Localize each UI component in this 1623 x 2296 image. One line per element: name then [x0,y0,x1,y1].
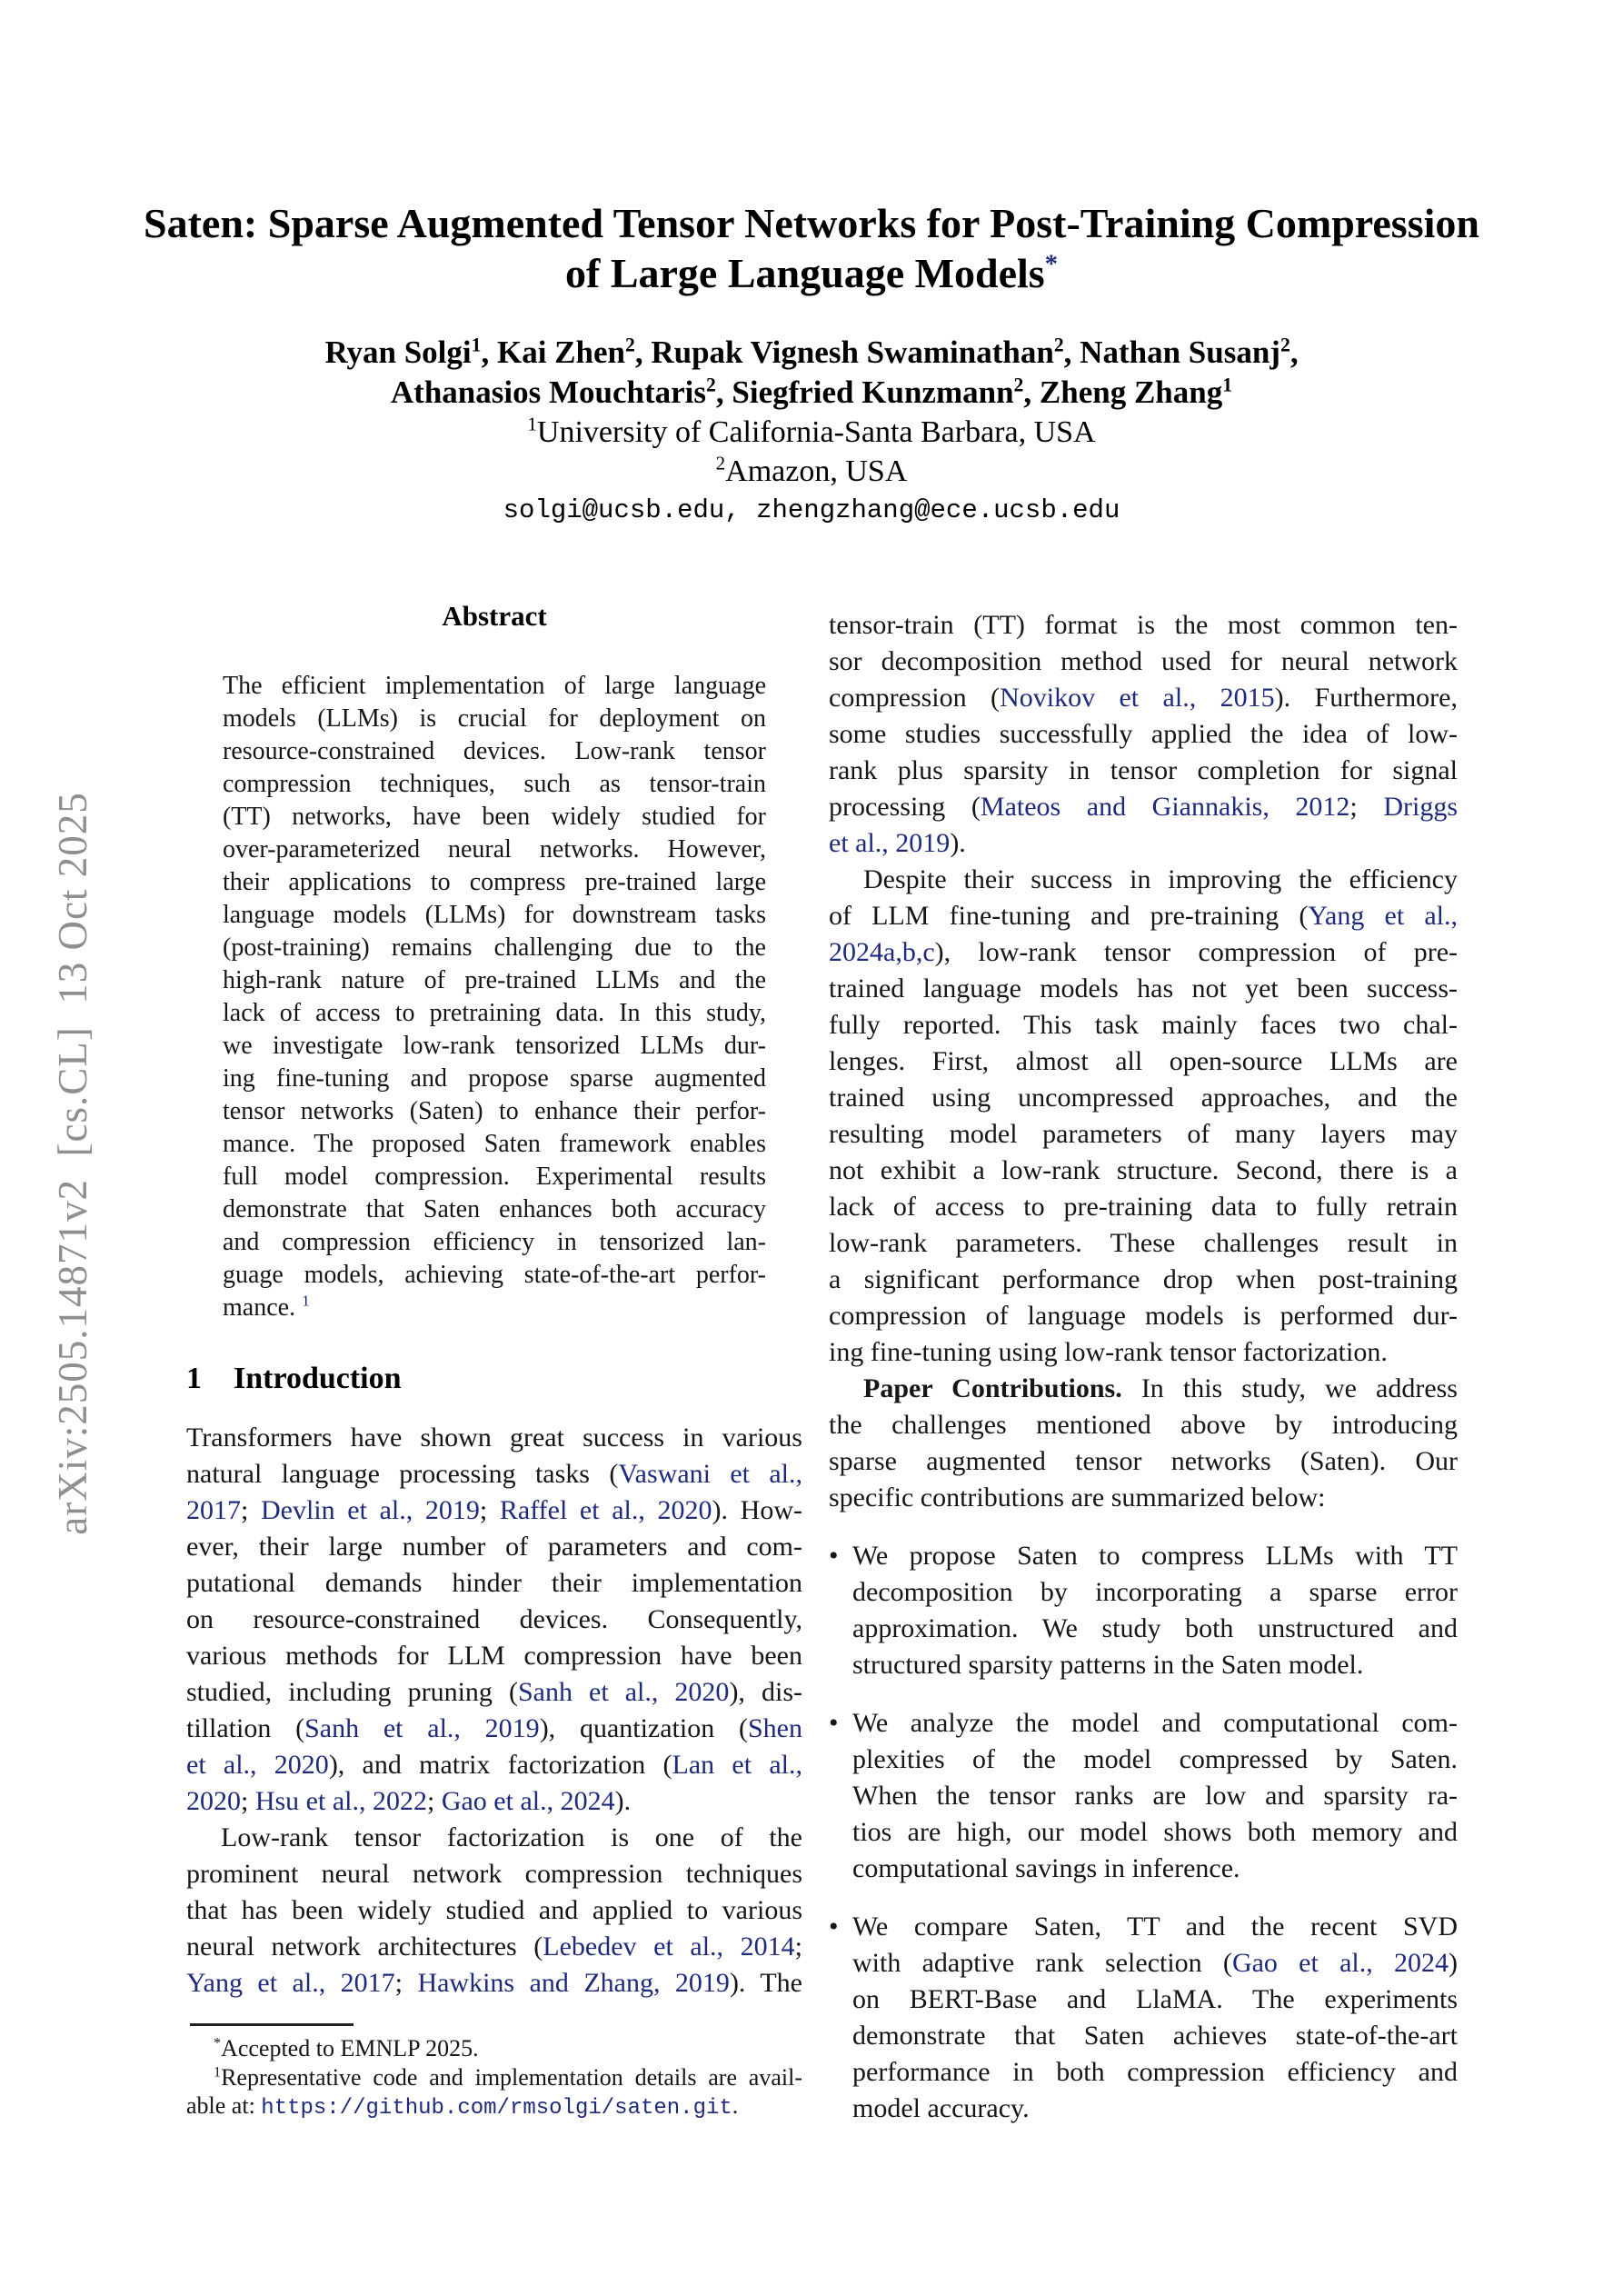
text-line: their applications to compress pre-trained large [223,868,766,896]
contribution-bullet-1 [829,1538,1458,1683]
text-line: demonstrate that Saten achieves state-of-the-art [852,2021,1458,2051]
text-line: Yang et al., 2017; Hawkins and Zhang, 2019). The [186,1968,802,1998]
text-line: fully reported. This task mainly faces two chal- [829,1010,1458,1040]
text-line: mance. $^1$ [223,1292,310,1322]
text-line: Paper Contributions. In this study, we address [863,1373,1458,1403]
text-span: 1 [527,413,537,435]
title-line-2: of Large Language Models* [565,250,1058,296]
citation-link[interactable]: Gao et al., 2024 [441,1786,615,1816]
section-1-heading: 1 Introduction [186,1362,402,1395]
affiliation-line: $^1$University of California-Santa Barbara, USA [527,413,1096,449]
text-line: plexities of the model compressed by Saten. [852,1744,1458,1774]
citation-link[interactable]: Vaswani et al., [618,1459,802,1489]
text-line: over-parameterized neural networks. However, [223,835,766,863]
section-number: 1 [186,1362,202,1395]
text-line: that has been widely studied and applied to various [186,1895,802,1925]
text-line: neural network architectures (Lebedev et al., 2014; [186,1932,802,1962]
text-line: resulting model parameters of many layers may [829,1119,1458,1149]
text-line: ing fine-tuning using low-rank tensor factorization. [829,1337,1388,1367]
citation-link[interactable]: Hsu et al., 2022 [254,1786,427,1816]
text-span: 1 [1222,374,1233,396]
abstract-text [223,670,766,1324]
text-line: Despite their success in improving the efficiency [863,864,1458,894]
text-line: structured sparsity patterns in the Saten model. [852,1650,1364,1680]
text-line: and compression efficiency in tensorized lan- [223,1228,766,1256]
bullet-icon: • [829,1541,839,1571]
citation-link[interactable]: 2017 [186,1495,241,1525]
citation-link[interactable]: Hawkins and Zhang, 2019 [417,1968,730,1998]
citation-link[interactable]: 2024a,b,c [829,937,935,967]
body-paragraph-4 [829,862,1458,1371]
bullet-icon: • [829,1912,839,1942]
text-span: 2 [715,452,726,474]
text-line: guage models, achieving state-of-the-art perfor- [223,1261,766,1289]
text-line: studied, including pruning (Sanh et al., 2020), dis- [186,1677,802,1707]
text-line: ever, their large number of parameters and com- [186,1532,802,1562]
text-line: able at: https://github.com/rmsolgi/saten.git. [186,2092,739,2121]
text-line: rank plus sparsity in tensor completion for signal [829,755,1458,785]
citation-link[interactable]: Lebedev et al., 2014 [543,1932,795,1962]
text-line: some studies successfully applied the idea of low- [829,719,1458,749]
text-line: trained language models has not yet been success- [829,973,1458,1003]
text-line: tensor networks (Saten) to enhance their perfor- [223,1097,766,1125]
text-span: 2 [624,334,635,356]
text-line: When the tensor ranks are low and sparsity ra- [852,1781,1458,1811]
text-line: tios are high, our model shows both memory and [852,1817,1458,1847]
text-line: decomposition by incorporating a sparse error [852,1577,1458,1607]
affiliation-line: $^2$Amazon, USA [715,452,908,488]
text-line: We propose Saten to compress LLMs with TT [852,1541,1458,1571]
text-line: a significant performance drop when post-training [829,1264,1458,1294]
text-line: The efficient implementation of large language [223,672,766,700]
text-line: demonstrate that Saten enhances both accuracy [223,1195,766,1223]
text-line: low-rank parameters. These challenges result in [829,1228,1458,1258]
citation-link[interactable]: Lan et al., [672,1750,802,1780]
footnote-rule [190,2023,353,2026]
arxiv-watermark: arXiv:2505.14871v2 [cs.CL] 13 Oct 2025 [50,792,95,1535]
contributions-paragraph [829,1371,1458,1516]
text-line: 2024a,b,c), low-rank tensor compression of pre- [829,937,1458,967]
citation-link[interactable]: et al., 2020 [186,1750,329,1780]
text-line: We compare Saten, TT and the recent SVD [852,1912,1458,1942]
paper-title [0,198,1623,298]
text-line: lack of access to pre-training data to fully retrain [829,1192,1458,1222]
text-line: *Accepted to EMNLP 2025. [214,2035,479,2061]
citation-link[interactable]: et al., 2019 [829,828,951,858]
citation-link[interactable]: Gao et al., 2024 [1231,1948,1449,1978]
text-line: 2020; Hsu et al., 2022; Gao et al., 2024). [186,1786,632,1816]
text-line: compression of language models is performed dur- [829,1301,1458,1331]
footnotes [186,2034,802,2123]
citation-link[interactable]: Raffel et al., 2020 [499,1495,712,1525]
text-line: tensor-train (TT) format is the most common ten- [829,610,1458,640]
text-line: compression (Novikov et al., 2015). Furthermore, [829,683,1458,713]
text-line: various methods for LLM compression have been [186,1641,802,1671]
text-line: tillation (Sanh et al., 2019), quantization (Shen [186,1713,802,1743]
text-line: 2017; Devlin et al., 2019; Raffel et al., 2020). How- [186,1495,803,1525]
citation-link[interactable]: Sanh et al., 2020 [517,1677,730,1707]
text-line: Low-rank tensor factorization is one of the [221,1822,802,1852]
citation-link[interactable]: Sanh et al., 2019 [304,1713,540,1743]
abstract-heading: Abstract [442,600,547,632]
text-line: model accuracy. [852,2093,1030,2123]
text-line: ing fine-tuning and propose sparse augmented [223,1064,766,1093]
text-line: et al., 2020), and matrix factorization (Lan et al., [186,1750,802,1780]
text-line: sparse augmented tensor networks (Saten). Our [829,1446,1458,1476]
text-line: resource-constrained devices. Low-rank tensor [223,737,766,765]
text-span: 2 [1279,334,1290,356]
text-line: approximation. We study both unstructured and [852,1613,1458,1643]
text-line: lenges. First, almost all open-source LLMs are [829,1046,1458,1076]
text-span: 1 [214,2063,222,2080]
text-line: lack of access to pretraining data. In this study, [223,999,766,1027]
text-line: high-rank nature of pre-trained LLMs and the [223,966,766,994]
citation-link[interactable]: Devlin et al., 2019 [260,1495,480,1525]
text-span: 2 [1013,374,1024,396]
text-line: processing (Mateos and Giannakis, 2012; Driggs [829,792,1458,822]
title-footnote-asterisk[interactable]: * [1044,250,1058,279]
text-line: putational demands hinder their implementation [186,1568,802,1598]
text-line: computational savings in inference. [852,1853,1240,1883]
text-line: sor decomposition method used for neural network [829,646,1458,676]
citation-link[interactable]: Yang et al., 2017 [186,1968,395,1998]
right-column [829,607,1458,2127]
citation-link[interactable]: 2020 [186,1786,241,1816]
text-line: Transformers have shown great success in various [186,1423,802,1452]
contribution-bullet-3 [829,1909,1458,2127]
author-line: Athanasios Mouchtaris$^2$, Siegfried Kunzmann$^2$, Zheng Zhang$^1$ [390,374,1233,410]
citation-link[interactable]: Shen [747,1713,802,1743]
text-line: of LLM fine-tuning and pre-training (Yang et al., [829,901,1459,931]
text-line: language models (LLMs) for downstream tasks [223,901,766,929]
authors-block [0,333,1623,531]
text-line: $^1$Representative code and implementation details are avail- [214,2063,802,2091]
text-line: trained using uncompressed approaches, and the [829,1083,1458,1113]
contribution-bullet-2 [829,1705,1458,1887]
text-line: not exhibit a low-rank structure. Second, there is a [829,1155,1458,1185]
citation-link[interactable]: Driggs [1383,792,1458,822]
bullet-icon: • [829,1708,839,1738]
text-line: on resource-constrained devices. Consequently, [186,1604,802,1634]
text-line: natural language processing tasks (Vaswani et al., [186,1459,802,1489]
intro-paragraph-2 [186,1820,802,2002]
text-line: models (LLMs) is crucial for deployment on [223,704,766,733]
text-line: prominent neural network compression techniques [186,1859,802,1889]
text-span: 2 [706,374,716,396]
citation-link[interactable]: Novikov et al., 2015 [1000,683,1275,713]
body-paragraph-3 [829,607,1458,862]
url-link[interactable]: https://github.com/rmsolgi/saten.git [261,2096,732,2121]
text-line: on BERT-Base and LlaMA. The experiments [852,1984,1458,2014]
text-line: with adaptive rank selection (Gao et al., 2024) [852,1948,1459,1978]
text-line: full model compression. Experimental results [223,1163,766,1191]
author-line: Ryan Solgi$^1$, Kai Zhen$^2$, Rupak Vignesh Swaminathan$^2$, Nathan Susanj$^2$, [324,334,1299,370]
text-line: we investigate low-rank tensorized LLMs dur- [223,1032,766,1060]
text-span: 2 [1053,334,1064,356]
text-span: * [214,2035,222,2051]
intro-paragraph-1 [186,1420,802,1820]
text-line: We analyze the model and computational com- [852,1708,1458,1738]
text-line: specific contributions are summarized below: [829,1482,1326,1512]
citation-link[interactable]: Mateos and Giannakis, 2012 [980,792,1350,822]
title-line-1: Saten: Sparse Augmented Tensor Networks for Post-Training Compression [144,200,1479,246]
text-line: the challenges mentioned above by introducing [829,1410,1458,1440]
left-column [186,600,802,2123]
text-line: (TT) networks, have been widely studied for [223,803,766,831]
citation-link[interactable]: Yang et al., [1308,901,1459,931]
citation-link[interactable]: 1 [302,1292,310,1310]
text-line: mance. The proposed Saten framework enables [223,1130,766,1158]
text-span: Paper Contributions. [863,1373,1122,1403]
text-line: (post-training) remains challenging due to the [223,933,766,962]
text-line: et al., 2019). [829,828,966,858]
text-line: compression techniques, such as tensor-train [223,770,766,798]
author-emails: solgi@ucsb.edu, zhengzhang@ece.ucsb.edu [503,495,1120,525]
text-line: performance in both compression efficiency and [852,2057,1458,2087]
text-span: 1 [471,334,482,356]
